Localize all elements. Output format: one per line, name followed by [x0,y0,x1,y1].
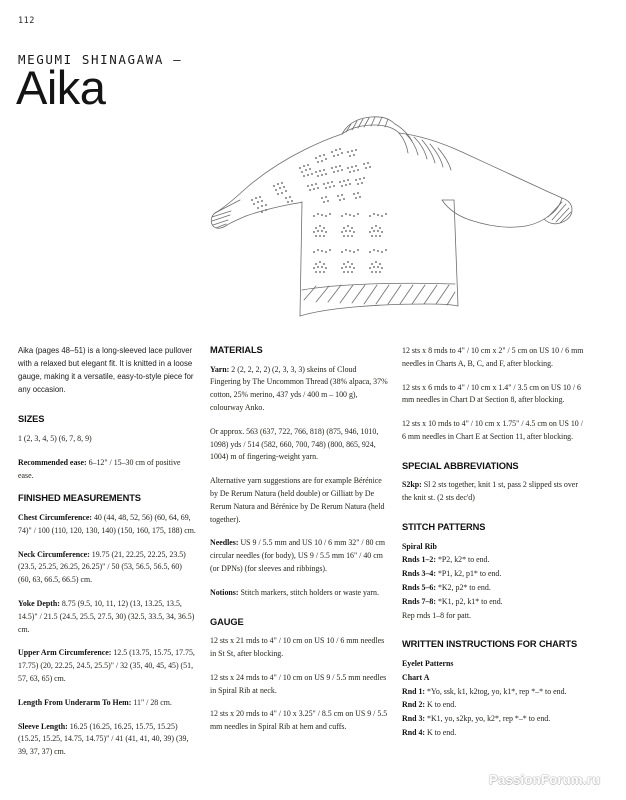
measurement-item [18,647,196,685]
written-instructions-heading: WRITTEN INSTRUCTIONS FOR CHARTS [402,639,578,650]
stitch-row [402,568,588,581]
gauge-item: 12 sts x 20 rnds to 4" / 10 x 3.25" / 8.5 cm on US 9 / 5.5 mm needles in Spiral Rib at hem and cuffs. [210,709,388,732]
column-two [210,345,388,734]
watermark: PassionForum.ru [489,772,601,787]
chart-row [402,727,588,740]
measurement-label: Neck Circumference: [18,549,90,559]
measurement-label: Sleeve Length: [18,721,68,731]
chart-row-label: Rnd 1: [402,686,426,696]
stitch-row-label: Rnds 5–6: [402,582,436,592]
gauge-heading: GAUGE [210,616,244,627]
measurement-item [18,697,196,710]
chart-row-label: Rnd 4: [402,727,426,737]
sweater-illustration [196,112,626,317]
yarn-item [210,364,388,415]
measurement-value: 11" / 28 cm. [133,697,172,707]
abbreviation-item [402,479,588,505]
recommended-ease-value: 6–12" / 15–30 cm of positive ease. [18,457,181,480]
stitch-row-label: Rnds 3–4: [402,569,436,579]
intro-paragraph: Aika (pages 48–51) is a long-sleeved lace pullover with a relaxed but elegant fit. It is knitted in a loose gauge, making it a versatile, easy-to-style piece for any occasion. [18,346,194,394]
measurement-item [18,549,196,587]
measurement-item [18,598,196,636]
page-number: 112 [18,16,35,26]
stitch-patterns-heading: STITCH PATTERNS [402,521,486,532]
stitch-pattern-name: Spiral Rib [402,541,437,551]
chart-row-value: K to end. [427,727,457,737]
chart-row-value: K to end. [427,700,457,710]
page-title: Aika [16,61,106,114]
measurement-item [18,721,196,759]
finished-measurements-heading: FINISHED MEASUREMENTS [18,493,141,504]
stitch-row-value: *P1, k2, p1* to end. [437,569,502,579]
gauge-item: 12 sts x 24 rnds to 4" / 10 cm on US 9 / 5.5 mm needles in Spiral Rib at neck. [210,672,387,695]
chart-row-label: Rnd 3: [402,714,426,724]
notions-label: Notions: [210,587,239,597]
chart-name: Chart A [402,672,430,682]
gauge-item: 12 sts x 8 rnds to 4" / 10 cm x 2" / 5 cm on US 10 / 6 mm needles in Charts A, B, C, and F, after blocking. [402,346,584,368]
notions-item [210,587,388,600]
measurement-value: 40 (44, 48, 52, 56) (60, 64, 69, 74)" / 100 (110, 120, 130, 140) (150, 160, 175, 188) cm. [18,513,196,535]
eyelet-patterns-name: Eyelet Patterns [402,658,454,668]
stitch-row-value: *K1, p2, k1* to end. [437,596,503,606]
sizes-values: 1 (2, 3, 4, 5) (6, 7, 8, 9) [18,434,92,444]
recommended-ease-label: Recommended ease: [18,457,87,467]
measurement-value: 16.25 (16.25, 16.25, 15.75, 15.25) (15.25, 15.25, 14.75, 14.75)" / 41 (41, 41, 40, 39) (39, 39, 37, 37) cm. [18,721,189,757]
measurement-label: Length From Underarm To Hem: [18,697,132,707]
chart-row [402,713,588,726]
gauge-item: 12 sts x 10 rnds to 4" / 10 cm x 1.75" / 4.5 cm on US 10 / 6 mm needles in Chart E at Section 11, after blocking. [402,419,583,441]
needles-item [210,537,388,575]
measurement-label: Chest Circumference: [18,513,92,523]
measurement-value: 8.75 (9.5, 10, 11, 12) (13, 13.25, 13.5, 14.5)" / 21.5 (24.5, 25.5, 27.5, 30) (32.5, 33.5, 34, 36.5) cm. [18,599,195,634]
stitch-row [402,554,588,567]
chart-row-value: *K1, yo, s2kp, yo, k2*, rep *–* to end. [427,714,551,724]
stitch-row-label: Rnds 7–8: [402,596,436,606]
special-abbreviations-heading: SPECIAL ABBREVIATIONS [402,460,519,471]
gauge-item: 12 sts x 6 rnds to 4" / 10 cm x 1.4" / 3.5 cm on US 10 / 6 mm needles in Chart D at Section 8, after blocking. [402,382,581,405]
column-one [18,345,196,759]
measurement-value: 12.5 (13.75, 15.75, 17.75, 17.75) (20, 22.25, 24.5, 25.5)" / 32 (35, 40, 45, 45) (51, 57, 63, 65) cm. [18,648,195,684]
measurement-value: 19.75 (21, 22.25, 22.25, 23.5) (23.5, 25.25, 26.25, 26.25)" / 50 (53, 56.5, 56.5, 60) (60, 63, 66.5, 66.5) cm. [18,549,186,585]
yarn-approx: Or approx. 563 (637, 722, 766, 818) (875, 946, 1010, 1098) yds / 514 (582, 660, 700, 748) (800, 865, 924, 1004) m of fingering-weight yarn. [210,426,379,462]
stitch-row-value: *P2, k2* to end. [437,555,490,565]
stitch-repeat: Rep rnds 1–8 for patt. [402,610,472,620]
stitch-row-value: *K2, p2* to end. [437,582,491,592]
needles-label: Needles: [210,538,239,548]
stitch-row-label: Rnds 1–2: [402,555,436,565]
measurement-label: Upper Arm Circumference: [18,648,112,658]
designer-name: MEGUMI SHINAGAWA — [18,52,183,67]
chart-row [402,686,588,699]
abbreviation-value: Sl 2 sts together, knit 1 st, pass 2 slipped sts over the knit st. (2 sts dec'd) [402,480,578,503]
measurement-item [18,512,196,538]
column-three [402,345,588,741]
stitch-row [402,596,588,609]
chart-row-value: *Yo, ssk, k1, k2tog, yo, k1*, rep *–* to end. [427,686,567,696]
chart-row-label: Rnd 2: [402,700,426,710]
notions-value: Stitch markers, stitch holders or waste yarn. [240,587,379,597]
yarn-value: 2 (2, 2, 2, 2) (2, 3, 3, 3) skeins of Cloud Fingering by The Uncommon Thread (38% alpaca, 37% cotton, 25% merino, 437 yds / 400 m – 100 g), colourway Anko. [210,364,388,412]
needles-value: US 9 / 5.5 mm and US 10 / 6 mm 32" / 80 cm circular needles (for body), US 9 / 5.5 mm 16" / 40 cm (or DPNs) (for sleeves and ribbings). [210,538,386,573]
gauge-item: 12 sts x 21 rnds to 4" / 10 cm on US 10 / 6 mm needles in St St, after blocking. [210,636,385,658]
materials-heading: MATERIALS [210,345,263,355]
recommended-ease [18,457,196,483]
abbreviation-label: S2kp: [402,480,422,490]
yarn-label: Yarn: [210,364,230,374]
measurement-label: Yoke Depth: [18,599,60,609]
chart-row [402,699,588,712]
stitch-row [402,582,588,595]
sizes-heading: SIZES [18,414,45,425]
yarn-alternatives: Alternative yarn suggestions are for example Bérénice by De Rerum Natura (held double) or Gilliatt by De Rerum Natura and Bérénice by De Rerum Natura (held together). [210,476,385,524]
